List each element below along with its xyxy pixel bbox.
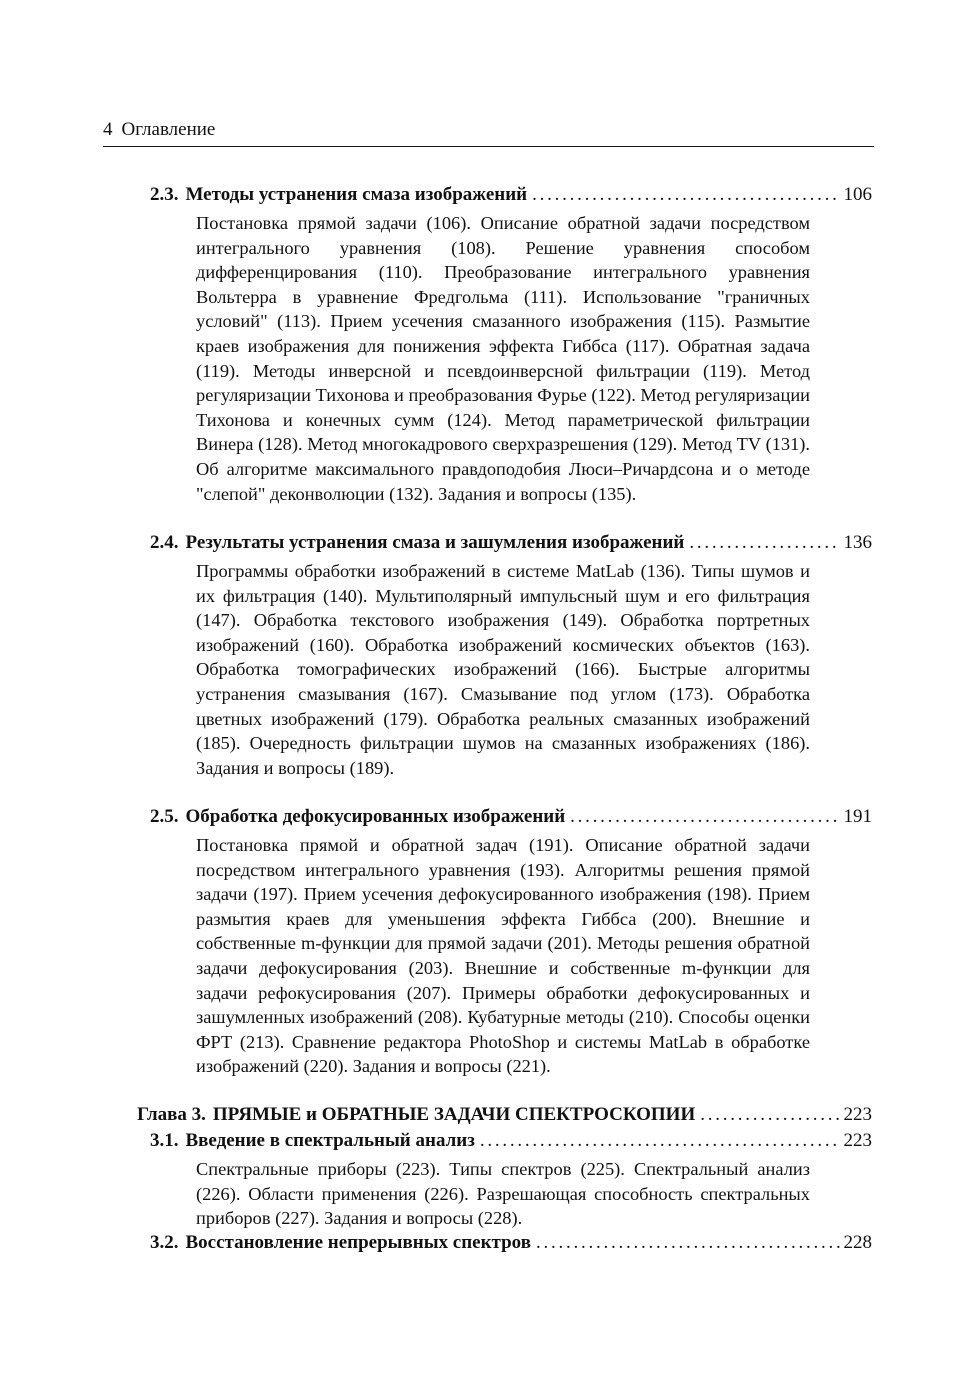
section-description: Постановка прямой и обратной задач (191). Описание обратной задачи посредством интегрального уравнения (193). Алгоритмы решения прямой задачи (197). Прием усечения дефокусированного изображения (198). Прием размытия краев для уменьшения эффекта Гиббса (200). Внешние и собственные m-функции для прямой задачи (201). Методы решения обратной задачи дефокусирования (203). Внешние и собственные m-функции для задачи рефокусирования (207). Примеры обработки дефокусированных и зашумленных изображений (208). Кубатурные методы (210). Способы оценки ФРТ (213). Сравнение редактора PhotoShop и системы MatLab в обработке изображений (220). Задания и вопросы (221). [196,835,810,1077]
section-number: 2.3. [150,184,179,205]
section-description: Спектральные приборы (223). Типы спектров (225). Спектральный анализ (226). Области применения (226). Разрешающая способность спектральных приборов (227). Задания и вопросы (228). [196,1159,810,1229]
page-number: 4 [103,119,113,140]
section-title: Восстановление непрерывных спектров [185,1232,531,1253]
running-header [103,118,874,147]
toc-entry-3-1[interactable] [150,1130,872,1152]
page-ref: 136 [843,532,872,553]
page-ref: 223 [843,1130,872,1151]
page-ref: 191 [843,806,872,827]
toc-entry-3-2[interactable] [150,1232,872,1254]
section-number: 2.4. [150,532,179,553]
dot-leader [536,1232,840,1254]
chapter-title: ПРЯМЫЕ и ОБРАТНЫЕ ЗАДАЧИ СПЕКТРОСКОПИИ [212,1104,696,1125]
header-title: Оглавление [121,119,216,140]
section-title: Введение в спектральный анализ [185,1130,475,1151]
toc-entry-2-4[interactable] [150,532,872,554]
section-title: Методы устранения смаза изображений [185,184,528,205]
dot-leader [700,1104,839,1126]
chapter-number: Глава 3. [137,1104,206,1125]
section-number: 3.2. [150,1232,179,1253]
toc-entry-2-3[interactable] [150,184,872,206]
section-title: Обработка дефокусированных изображений [185,806,566,827]
section-description: Постановка прямой задачи (106). Описание обратной задачи посредством интегрального уравнения (108). Решение уравнения способом дифференцирования (110). Преобразование интегрального уравнения Вольтерра в уравнение Фредгольма (111). Использование "граничных условий" (113). Прием усечения смазанного изображения (115). Размытие краев изображения для понижения эффекта Гиббса (117). Обратная задача (119). Методы инверсной и псевдоинверсной фильтрации (119). Метод регуляризации Тихонова и преобразования Фурье (122). Метод регуляризации Тихонова и конечных сумм (124). Метод параметрической фильтрации Винера (128). Метод многокадрового сверхразрешения (129). Метод TV (131). Об алгоритме максимального правдоподобия Люси–Ричардсона и о методе "слепой" деконволюции (132). Задания и вопросы (135). [196,213,811,504]
section-number: 2.5. [150,806,179,827]
section-title: Результаты устранения смаза и зашумления изображений [185,532,685,553]
dot-leader [532,184,839,206]
dot-leader [570,806,839,828]
toc-entry-chapter-3[interactable] [137,1104,872,1126]
section-description: Программы обработки изображений в системе MatLab (136). Типы шумов и их фильтрация (140). Мультиполярный импульсный шум и его фильтрация (147). Обработка текстового изображения (149). Обработка портретных изображений (160). Обработка изображений космических объектов (163). Обработка томографических изображений (166). Быстрые алгоритмы устранения смазывания (167). Смазывание под углом (173). Обработка цветных изображений (179). Обработка реальных смазанных изображений (185). Очередность фильтрации шумов на смазанных изображениях (186). Задания и вопросы (189). [196,561,810,778]
page-ref: 228 [843,1232,872,1253]
dot-leader [480,1130,840,1152]
dot-leader [689,532,839,554]
section-number: 3.1. [150,1130,179,1151]
toc-entry-2-5[interactable] [150,806,872,828]
page-ref: 106 [843,184,872,205]
page-ref: 223 [843,1104,872,1125]
